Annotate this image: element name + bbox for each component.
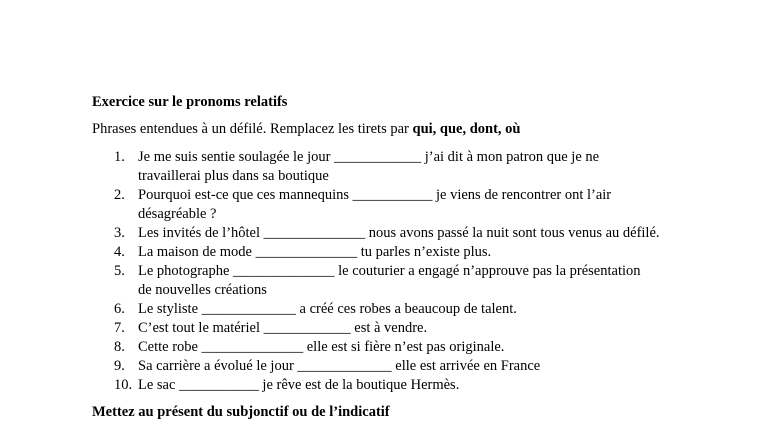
list-item	[92, 300, 732, 319]
item-text: Je me suis sentie soulagée le jour ____________ j’ai dit à mon patron que je ne	[138, 149, 600, 165]
item-text: Sa carrière a évolué le jour _____________ elle est arrivée en France	[138, 358, 541, 374]
item-text-continued: de nouvelles créations	[138, 282, 267, 298]
list-item	[92, 338, 732, 357]
item-text: C’est tout le matériel ____________ est à vendre.	[138, 320, 428, 336]
item-text: Le styliste _____________ a créé ces robes a beaucoup de talent.	[138, 301, 517, 317]
item-number: 3.	[114, 225, 125, 241]
section-heading: Mettez au présent du subjonctif ou de l’indicatif	[92, 404, 390, 420]
item-number: 2.	[114, 187, 125, 203]
item-number: 9.	[114, 358, 125, 374]
list-item	[92, 148, 732, 186]
item-number: 1.	[114, 149, 125, 165]
item-text: Cette robe ______________ elle est si fière n’est pas originale.	[138, 339, 505, 355]
instructions-text: Phrases entendues à un défilé. Remplacez les tirets par	[92, 121, 413, 137]
item-text-continued: travaillerai plus dans sa boutique	[138, 168, 329, 184]
list-item	[92, 376, 732, 395]
item-text: Les invités de l’hôtel ______________ nous avons passé la nuit sont tous venus au défilé.	[138, 225, 660, 241]
list-item	[92, 186, 732, 224]
list-item	[92, 319, 732, 338]
list-item	[92, 243, 732, 262]
list-item	[92, 357, 732, 376]
item-number: 10.	[114, 377, 133, 393]
item-text: La maison de mode ______________ tu parles n’existe plus.	[138, 244, 492, 260]
exercise-title: Exercice sur le pronoms relatifs	[92, 94, 288, 110]
item-number: 8.	[114, 339, 125, 355]
item-number: 7.	[114, 320, 125, 336]
list-item	[92, 224, 732, 243]
exercise-list	[92, 148, 732, 395]
item-text: Le sac ___________ je rêve est de la boutique Hermès.	[138, 377, 460, 393]
item-text: Le photographe ______________ le couturier a engagé n’approuve pas la présentation	[138, 263, 641, 279]
document-page	[92, 93, 732, 422]
item-number: 6.	[114, 301, 125, 317]
item-text: Pourquoi est-ce que ces mannequins ___________ je viens de rencontrer ont l’air	[138, 187, 612, 203]
exercise-instructions	[92, 120, 732, 139]
item-text-continued: désagréable ?	[138, 206, 217, 222]
list-item	[92, 262, 732, 300]
instructions-pronouns: qui, que, dont, où	[412, 121, 521, 137]
item-number: 5.	[114, 263, 125, 279]
item-number: 4.	[114, 244, 125, 260]
